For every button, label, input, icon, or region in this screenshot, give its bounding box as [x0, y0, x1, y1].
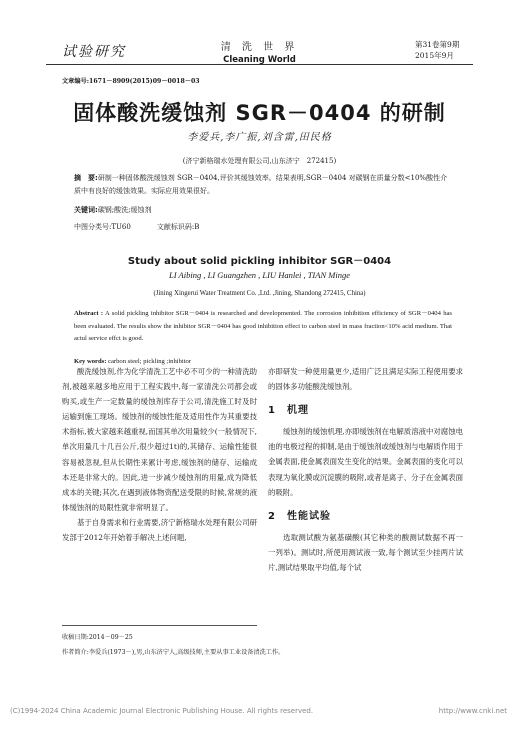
english-abstract: [74, 308, 452, 346]
journal-name-en: Cleaning World: [223, 55, 296, 65]
keywords-zh-text: 碳钢;酸洗;缓蚀剂: [97, 206, 152, 214]
issue-date: 2015年9月: [415, 51, 454, 60]
keywords-zh-label: 关键词:: [74, 206, 98, 214]
article-number: 文章编号:1671－8909(2015)09－0018－03: [62, 78, 200, 85]
copyright-text: (C)1994-2024 China Academic Journal Electronic Publishing House. All rights reserved.: [10, 707, 314, 715]
paper-title: 固体酸洗缓蚀剂 SGR－0404 的研制: [73, 101, 446, 125]
abstract-zh-label: 摘 要:: [74, 174, 98, 182]
section-heading-1: 1 机理: [268, 405, 309, 417]
body-paragraph: 基于自身需求和行业需要,济宁新格瑞水处理有限公司研发部于2012年开始着手解决上述问题,: [62, 517, 257, 543]
header-rule: [46, 64, 473, 65]
english-abstract-text: A solid pickling inhibitor SGR－0404 is researched and developmented. The corrosion inhibition efficiency of SGR－0404 has been evaluated. The results show the inhibitor SGR－0404 has good inhibition effect to carbon steel in mass fraction<10% acid medium. That actul service effct is good.: [74, 310, 452, 342]
english-keywords-label: Key words:: [74, 358, 107, 365]
body-left-column: [62, 364, 257, 545]
english-authors: LI Aibing , LI Guangzhen , LIU Hanlei , TIAN Minge: [169, 270, 350, 280]
received-date: 收稿日期:2014－09－25: [62, 634, 133, 641]
abstract-zh: [74, 172, 450, 197]
affiliation: (济宁新格瑞水处理有限公司,山东济宁 272415): [182, 157, 337, 165]
doc-code-label: 文献标识码:: [156, 223, 195, 231]
classification: [74, 222, 203, 232]
english-affiliation: (Jining Xingerui Water Treatment Co. ,Ltd. ,Jining, Shandong 272415, China): [153, 290, 366, 297]
section-heading-2: 2 性能试验: [268, 510, 331, 522]
issue-info: [415, 39, 459, 61]
body-paragraph: 酸洗缓蚀剂,作为化学清洗工艺中必不可少的一种清洗助剂,被越来越多地应用于工程实践中,每一家清洗公司都会或购买,或生产一定数量的缓蚀剂库存于公司,清洗施工时及时运输到施工现场。缓蚀剂的缓蚀性能及适用性作为其重要技术指标,被大家越来越重视,而国其单次用量较少(一般情况下,单次用量几十几百公斤,很少超过1t)的,其储存、运输性能很容易被忽视,但从长期性来累计考虑,缓蚀剂的储存、运输成本还是非常大的。因此,进一步减少缓蚀剂的用量,成为降低成本的关键;其次,在遇到液体物资配送受限的时候,常规的液体缓蚀剂的局限性就非常明显了。: [62, 367, 257, 512]
body-paragraph: 亦即研发一种使用量更少,适用广泛且满足实际工程使用要求的固体多功能酸洗缓蚀剂。: [268, 367, 463, 392]
footnote-rule: [62, 625, 257, 626]
english-title: Study about solid pickling inhibitor SGR－0404: [127, 256, 392, 267]
keywords-zh: [74, 205, 152, 215]
abstract-zh-text: 研制一种固体酸洗缓蚀剂 SGR－0404,评价其缓蚀效率。结果表明,SGR－0404 对碳钢在质量分数<10%酸性介质中有良好的缓蚀效果。实际应用效果很好。: [74, 174, 448, 195]
volume-issue: 第31卷第9期: [415, 40, 460, 49]
journal-name-zh: 清 洗 世 界: [220, 42, 299, 53]
english-abstract-label: Abstract :: [74, 310, 104, 317]
clc-label: 中图分类号:: [74, 223, 112, 231]
cnki-link[interactable]: http://www.cnki.net: [438, 707, 507, 715]
body-paragraph: 缓蚀剂的缓蚀机理,亦即缓蚀剂在电解质溶液中对腐蚀电池的电极过程的抑制,是由于缓蚀剂或缓蚀剂与电解质作用于金属表面,使金属表面发生变化的结果。金属表面的变化可以表现为氧化膜或沉淀膜的吸附,或者是离子、分子在金属表面的吸附。: [268, 427, 463, 497]
authors: 李爱兵,李广振,刘含雷,田民格: [187, 132, 332, 143]
body-paragraph: 选取测试酸为氨基磺酸(其它种类的酸测试数据不再一一列举)。测试时,所使用测试液一致,每个测试至少挂两片试片,测试结果取平均值,每个试: [268, 532, 463, 573]
english-keywords-text: carbon steel; pickling ;inhibitor: [108, 358, 192, 365]
section-label: 试验研究: [62, 44, 126, 60]
clc-value: TU60: [111, 223, 131, 231]
author-bio: 作者简介:李爱兵(1973－),男,山东济宁人,高级技师,主要从事工业设备清洗工作。: [62, 649, 285, 656]
doc-code-value: B: [194, 223, 200, 231]
body-right-column: [268, 364, 463, 575]
